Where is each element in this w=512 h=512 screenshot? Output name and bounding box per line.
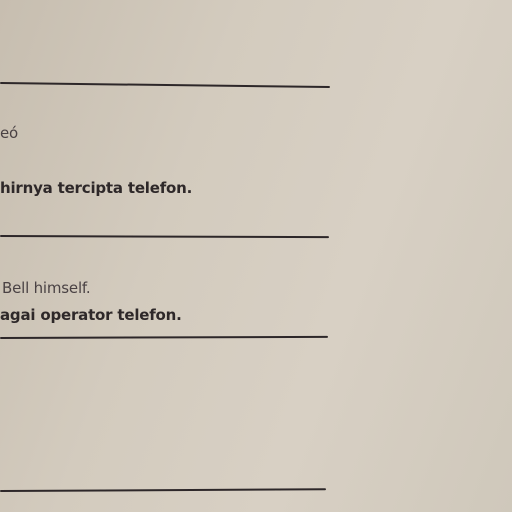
answer-line-1 [0,82,330,88]
answer-text-partial-2: Bell himself. [2,279,91,297]
answer-text-bold-1: hirnya tercipta telefon. [0,179,193,197]
answer-line-3 [0,336,328,339]
answer-text-bold-2: agai operator telefon. [0,306,182,324]
answer-text-partial-1: eó [0,124,19,142]
answer-line-4 [0,488,326,492]
answer-line-2 [0,235,329,238]
